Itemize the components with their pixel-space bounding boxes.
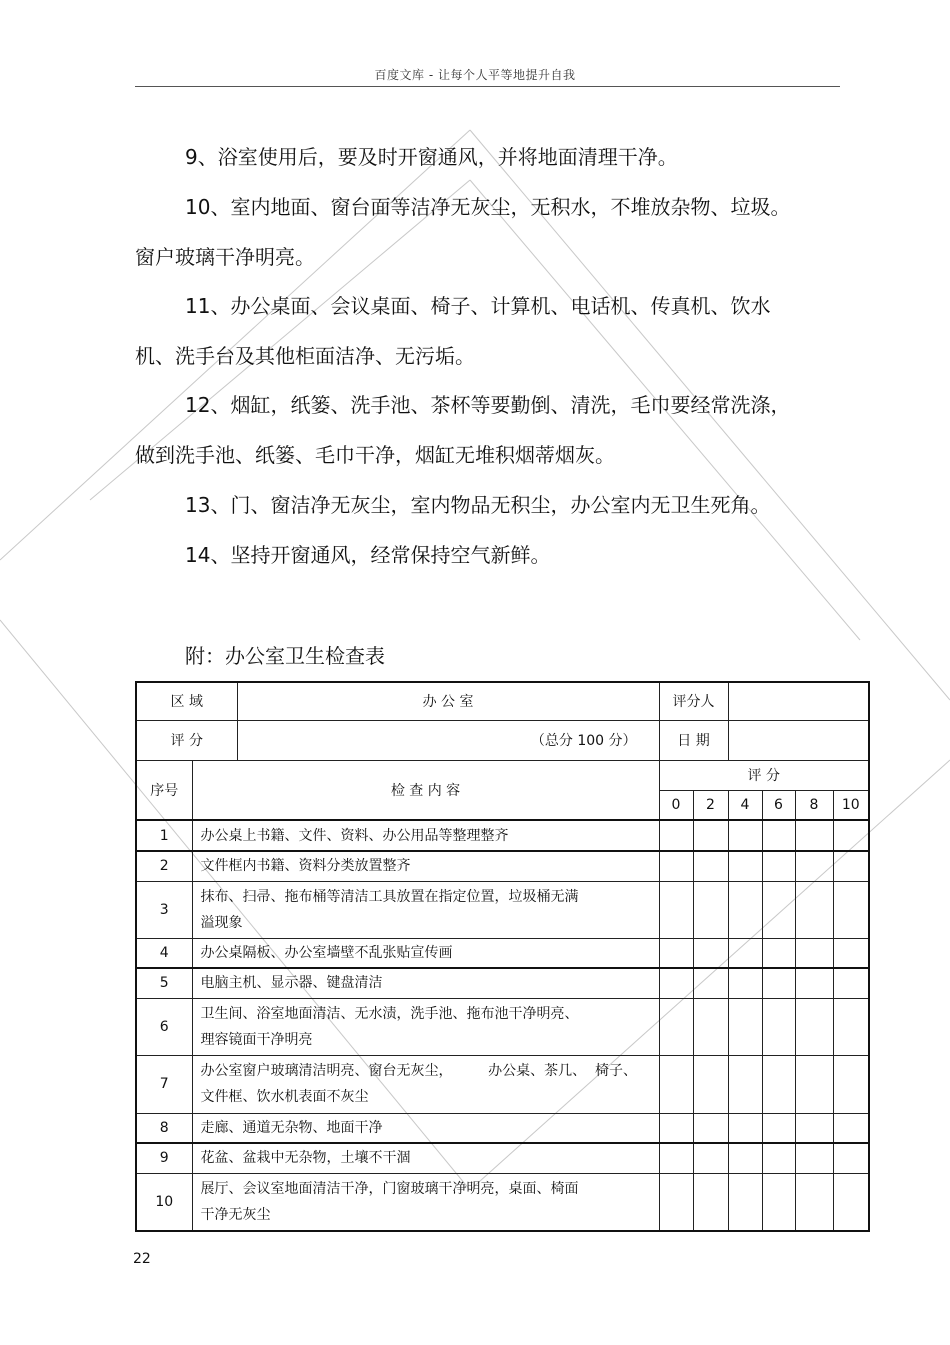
row-content-line: 办公桌上书籍、文件、资料、办公用品等整理整齐 xyxy=(200,827,509,844)
score-cell[interactable] xyxy=(833,938,869,968)
row-content-line: 卫生间、浴室地面清洁、无水渍，洗手池、拖布池干净明亮、 xyxy=(200,1005,579,1022)
row-number: 1 xyxy=(136,820,192,851)
score-cell[interactable] xyxy=(795,820,833,851)
row-content-line: 花盆、盆栽中无杂物，土壤不干涸 xyxy=(200,1150,411,1167)
rater-label: 评分人 xyxy=(659,682,728,720)
score-cell[interactable] xyxy=(795,881,833,938)
paragraph-line: 11、办公桌面、会议桌面、椅子、计算机、电话机、传真机、饮水 xyxy=(185,294,771,318)
score-cell[interactable] xyxy=(762,851,795,881)
score-cell[interactable] xyxy=(795,998,833,1055)
score-cell[interactable] xyxy=(659,938,693,968)
paragraph-line: 做到洗手池、纸篓、毛巾干净，烟缸无堆积烟蒂烟灰。 xyxy=(135,443,615,467)
row-content xyxy=(192,1173,659,1231)
score-cell[interactable] xyxy=(795,938,833,968)
score-cell[interactable] xyxy=(659,968,693,998)
score-cell[interactable] xyxy=(833,998,869,1055)
row-content xyxy=(192,1055,659,1113)
score-total: （总分 100 分） xyxy=(237,720,659,760)
row-content xyxy=(192,881,659,938)
date-label: 日 期 xyxy=(659,720,728,760)
row-content-line: 文件框、饮水机表面不灰尘 xyxy=(200,1089,369,1105)
score-cell[interactable] xyxy=(762,938,795,968)
row-number: 8 xyxy=(136,1113,192,1143)
row-content xyxy=(192,851,659,881)
score-cell[interactable] xyxy=(833,1055,869,1113)
score-cell[interactable] xyxy=(762,881,795,938)
score-cell[interactable] xyxy=(833,881,869,938)
score-level-8: 8 xyxy=(795,790,833,820)
score-cell[interactable] xyxy=(693,881,728,938)
score-label: 评 分 xyxy=(136,720,237,760)
score-cell[interactable] xyxy=(795,1055,833,1113)
paragraph-line: 窗户玻璃干净明亮。 xyxy=(135,245,315,269)
score-cell[interactable] xyxy=(659,881,693,938)
paragraph-line: 9、浴室使用后，要及时开窗通风，并将地面清理干净。 xyxy=(185,145,678,169)
row-content xyxy=(192,1113,659,1143)
table-row xyxy=(136,998,869,1055)
area-label: 区 域 xyxy=(136,682,237,720)
row-number: 9 xyxy=(136,1143,192,1173)
row-number: 5 xyxy=(136,968,192,998)
score-cell[interactable] xyxy=(693,851,728,881)
score-cell[interactable] xyxy=(833,820,869,851)
score-level-0: 0 xyxy=(659,790,693,820)
row-content-line: 办公桌隔板、办公室墙壁不乱张贴宣传画 xyxy=(200,944,453,961)
row-content-line: 展厅、会议室地面清洁干净，门窗玻璃干净明亮，桌面、椅面 xyxy=(200,1180,579,1197)
score-cell[interactable] xyxy=(833,1143,869,1173)
score-cell[interactable] xyxy=(728,820,762,851)
score-cell[interactable] xyxy=(795,1143,833,1173)
row-content-line: 办公室窗户玻璃清洁明亮、窗台无灰尘， 办公桌、茶几、 椅子、 xyxy=(200,1063,638,1079)
score-cell[interactable] xyxy=(693,1143,728,1173)
row-content xyxy=(192,1143,659,1173)
score-cell[interactable] xyxy=(728,881,762,938)
score-cell[interactable] xyxy=(795,851,833,881)
table-row xyxy=(136,1173,869,1231)
paragraph-12 xyxy=(135,380,815,480)
score-cell[interactable] xyxy=(795,1113,833,1143)
score-cell[interactable] xyxy=(659,998,693,1055)
score-cell[interactable] xyxy=(728,938,762,968)
row-content-line: 理容镜面干净明亮 xyxy=(200,1031,313,1048)
score-cell[interactable] xyxy=(762,1143,795,1173)
row-content-line: 文件框内书籍、资料分类放置整齐 xyxy=(200,858,411,875)
score-cell[interactable] xyxy=(728,1113,762,1143)
score-cell[interactable] xyxy=(728,998,762,1055)
paragraph-line: 10、室内地面、窗台面等洁净无灰尘，无积水，不堆放杂物、垃圾。 xyxy=(185,195,791,219)
paragraph-14 xyxy=(135,530,815,580)
score-cell[interactable] xyxy=(693,1173,728,1231)
date-value[interactable] xyxy=(728,720,869,760)
row-content-line: 溢现象 xyxy=(200,914,243,931)
paragraph-line: 机、洗手台及其他柜面洁净、无污垢。 xyxy=(135,344,475,368)
page-number: 22 xyxy=(133,1251,151,1267)
row-content xyxy=(192,998,659,1055)
score-cell[interactable] xyxy=(762,820,795,851)
paragraph-11 xyxy=(135,281,815,381)
table-row xyxy=(136,938,869,968)
score-cell[interactable] xyxy=(833,1113,869,1143)
table-row xyxy=(136,968,869,998)
paragraph-13 xyxy=(135,480,815,530)
score-cell[interactable] xyxy=(833,851,869,881)
row-content-line: 走廊、通道无杂物、地面干净 xyxy=(200,1119,383,1136)
score-cell[interactable] xyxy=(659,1113,693,1143)
table-row xyxy=(136,1143,869,1173)
score-cell[interactable] xyxy=(659,1173,693,1231)
score-cell[interactable] xyxy=(693,938,728,968)
row-content-line: 干净无灰尘 xyxy=(200,1206,271,1223)
score-cell[interactable] xyxy=(693,998,728,1055)
row-number: 10 xyxy=(136,1173,192,1231)
score-level-10: 10 xyxy=(833,790,869,820)
score-cell[interactable] xyxy=(728,968,762,998)
table-row xyxy=(136,851,869,881)
table-row xyxy=(136,881,869,938)
score-cell[interactable] xyxy=(762,968,795,998)
row-number: 3 xyxy=(136,881,192,938)
score-cell[interactable] xyxy=(728,1143,762,1173)
table-row xyxy=(136,1055,869,1113)
score-cell[interactable] xyxy=(795,1173,833,1231)
hygiene-check-table xyxy=(135,681,870,1232)
area-value: 办 公 室 xyxy=(237,682,659,720)
paragraph-10 xyxy=(135,182,815,282)
paragraph-line: 12、烟缸，纸篓、洗手池、茶杯等要勤倒、清洗，毛巾要经常洗涤， xyxy=(185,393,791,417)
table-row xyxy=(136,820,869,851)
score-level-6: 6 xyxy=(762,790,795,820)
row-content-line: 电脑主机、显示器、键盘清洁 xyxy=(200,975,383,992)
row-content xyxy=(192,968,659,998)
row-content xyxy=(192,820,659,851)
row-number: 4 xyxy=(136,938,192,968)
score-cell[interactable] xyxy=(693,968,728,998)
row-content xyxy=(192,938,659,968)
row-content-line: 抹布、扫帚、拖布桶等清洁工具放置在指定位置，垃圾桶无满 xyxy=(200,888,579,905)
score-level-2: 2 xyxy=(693,790,728,820)
score-cell[interactable] xyxy=(728,851,762,881)
score-cell[interactable] xyxy=(762,1173,795,1231)
row-number: 2 xyxy=(136,851,192,881)
score-level-4: 4 xyxy=(728,790,762,820)
paragraph-9 xyxy=(135,132,815,182)
score-cell[interactable] xyxy=(659,820,693,851)
score-cell[interactable] xyxy=(795,968,833,998)
row-number: 7 xyxy=(136,1055,192,1113)
page-header: 百度文库 - 让每个人平等地提升自我 xyxy=(374,68,576,82)
score-cell[interactable] xyxy=(762,998,795,1055)
score-cell[interactable] xyxy=(659,1055,693,1113)
score-cell[interactable] xyxy=(762,1113,795,1143)
score-cell[interactable] xyxy=(728,1173,762,1231)
score-cell[interactable] xyxy=(693,1113,728,1143)
score-cell[interactable] xyxy=(833,968,869,998)
score-header: 评 分 xyxy=(659,760,869,790)
rater-value[interactable] xyxy=(728,682,869,720)
content-header: 检 查 内 容 xyxy=(192,760,659,820)
score-cell[interactable] xyxy=(693,1055,728,1113)
score-cell[interactable] xyxy=(762,1055,795,1113)
score-cell[interactable] xyxy=(728,1055,762,1113)
score-cell[interactable] xyxy=(833,1173,869,1231)
header-rule xyxy=(135,86,840,87)
paragraph-line: 14、坚持开窗通风，经常保持空气新鲜。 xyxy=(185,543,551,567)
score-cell[interactable] xyxy=(659,1143,693,1173)
appendix-title: 附：办公室卫生检查表 xyxy=(185,644,385,668)
paragraph-line: 13、门、窗洁净无灰尘，室内物品无积尘，办公室内无卫生死角。 xyxy=(185,493,771,517)
score-cell[interactable] xyxy=(693,820,728,851)
row-number: 6 xyxy=(136,998,192,1055)
index-header: 序号 xyxy=(136,760,192,820)
table-row xyxy=(136,1113,869,1143)
score-cell[interactable] xyxy=(659,851,693,881)
